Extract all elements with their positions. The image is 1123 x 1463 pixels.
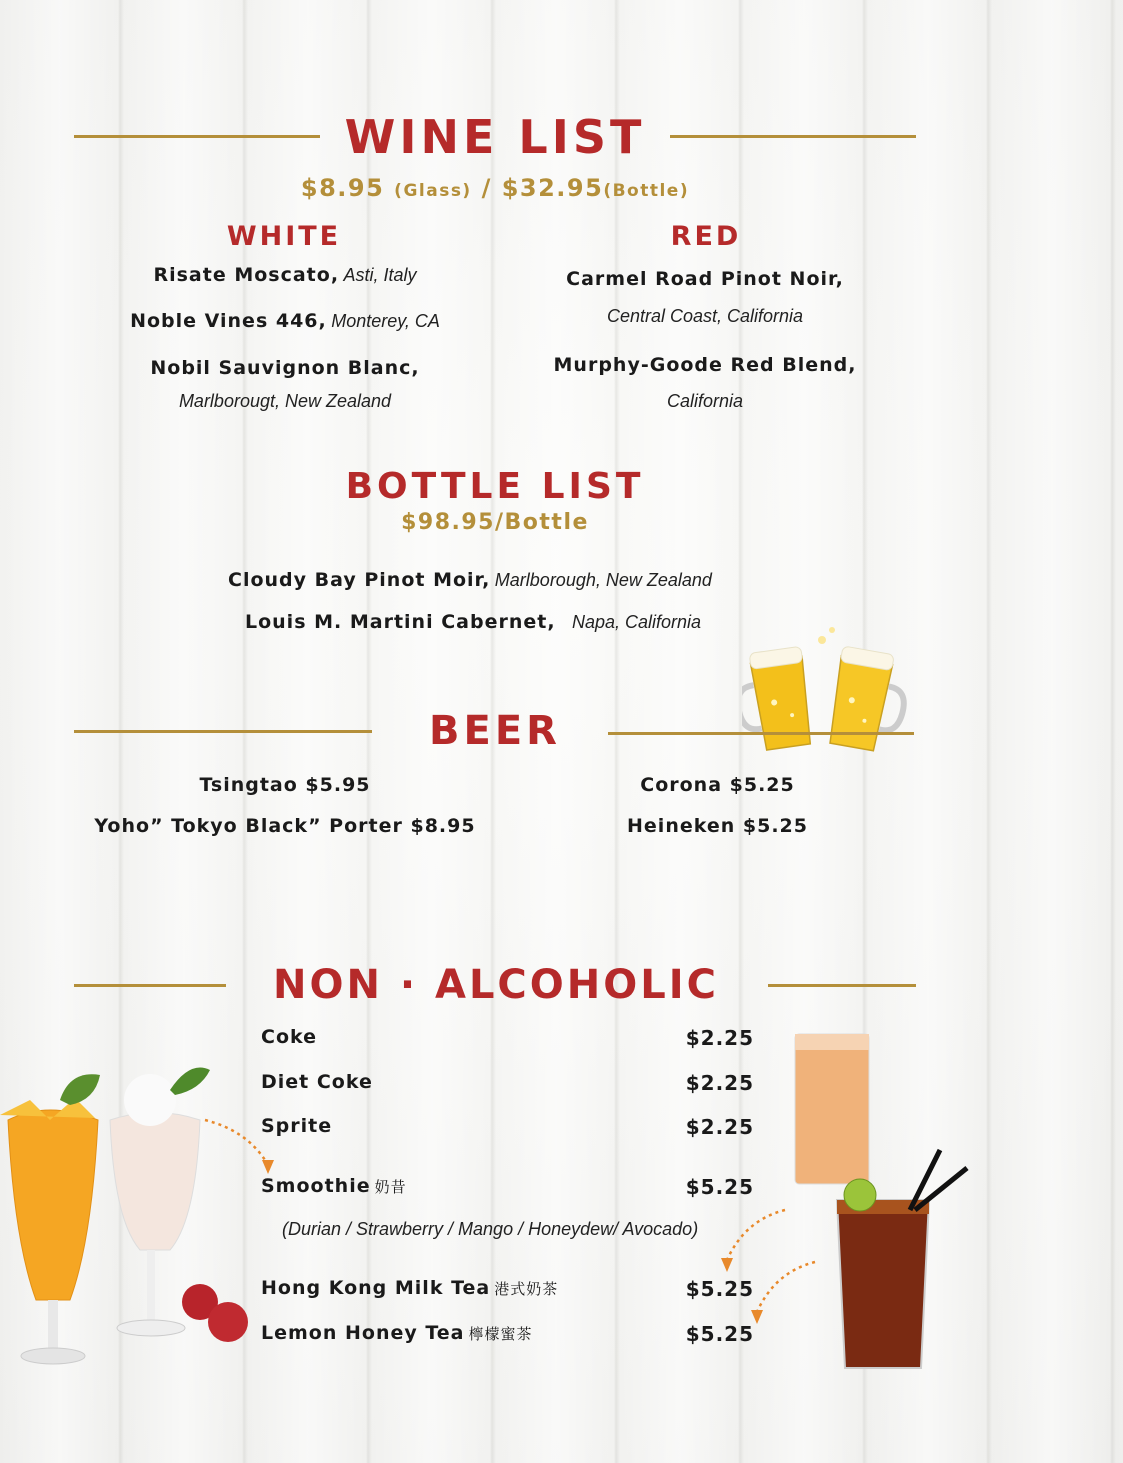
drink-name: Diet Coke (261, 1071, 373, 1093)
wine-origin: Napa, California (572, 612, 702, 632)
bottle-price: $32.95 (501, 174, 604, 202)
white-wine-row (60, 310, 510, 332)
beer-item: Heineken $5.25 (627, 815, 808, 837)
drink-price: $5.25 (685, 1175, 754, 1199)
drink-name-chinese: 港式奶茶 (494, 1280, 559, 1298)
beer-title: BEER (429, 708, 561, 754)
wine-price-line (200, 174, 790, 202)
drink-price: $2.25 (685, 1115, 754, 1139)
glass-price: $8.95 (300, 174, 385, 202)
beer-item: Tsingtao $5.95 (199, 774, 371, 796)
white-wine-row (60, 264, 510, 286)
wine-origin: Central Coast, California (606, 306, 804, 326)
wine-origin: California (666, 391, 744, 411)
wine-name: Risate Moscato, (153, 264, 340, 286)
bottle-list-title: BOTTLE LIST (345, 466, 645, 507)
nonalc-divider-right (768, 984, 916, 987)
drink-name: Smoothie 奶昔 (261, 1175, 407, 1197)
beer-divider-right (608, 732, 914, 735)
wine-name: Murphy-Goode Red Blend, (553, 354, 857, 376)
smoothie-glasses-image (0, 1060, 290, 1390)
wine-name: Louis M. Martini Cabernet, (245, 611, 556, 633)
wine-name: Noble Vines 446, (130, 310, 327, 332)
nonalc-divider-left (74, 984, 226, 987)
beer-item: Yoho” Tokyo Black” Porter $8.95 (94, 815, 476, 837)
drink-name: Coke (261, 1026, 318, 1048)
red-heading: RED (670, 221, 742, 252)
drink-price: $2.25 (685, 1071, 754, 1095)
beer-mugs-image (742, 620, 917, 765)
wine-list-title: WINE LIST (344, 110, 646, 164)
wine-origin: Marlborough, New Zealand (494, 570, 712, 590)
wine-divider-right (670, 135, 916, 138)
non-alcoholic-title: NON · ALCOHOLIC (272, 962, 719, 1008)
wine-divider-left (74, 135, 320, 138)
wine-origin: Marlborougt, New Zealand (178, 391, 392, 411)
drink-name: Sprite (261, 1115, 333, 1137)
bottle-label: (Bottle) (603, 181, 690, 201)
glass-label: (Glass) (394, 181, 472, 201)
white-heading: WHITE (226, 221, 342, 252)
drink-name: Lemon Honey Tea 檸檬蜜茶 (261, 1322, 533, 1344)
bottle-row (245, 611, 701, 633)
wine-origin: Asti, Italy (343, 265, 417, 285)
drink-price: $2.25 (685, 1026, 754, 1050)
wine-name: Nobil Sauvignon Blanc, (150, 357, 420, 379)
price-separator: / (481, 174, 492, 202)
tea-glasses-image (715, 1030, 975, 1380)
drink-price: $5.25 (685, 1322, 754, 1346)
beer-divider-left (74, 730, 372, 733)
drink-name-chinese: 檸檬蜜茶 (468, 1325, 533, 1343)
bottle-row (228, 569, 712, 591)
drink-name: Hong Kong Milk Tea 港式奶茶 (261, 1277, 559, 1299)
wine-name: Cloudy Bay Pinot Moir, (228, 569, 491, 591)
drink-price: $5.25 (685, 1277, 754, 1301)
drink-name-chinese: 奶昔 (374, 1178, 407, 1196)
smoothie-flavors: (Durian / Strawberry / Mango / Honeydew/ Avocado) (282, 1219, 699, 1239)
bottle-list-price: $98.95/Bottle (401, 510, 589, 535)
wine-name: Carmel Road Pinot Noir, (566, 268, 844, 290)
beer-item: Corona $5.25 (640, 774, 795, 796)
wine-origin: Monterey, CA (331, 311, 440, 331)
